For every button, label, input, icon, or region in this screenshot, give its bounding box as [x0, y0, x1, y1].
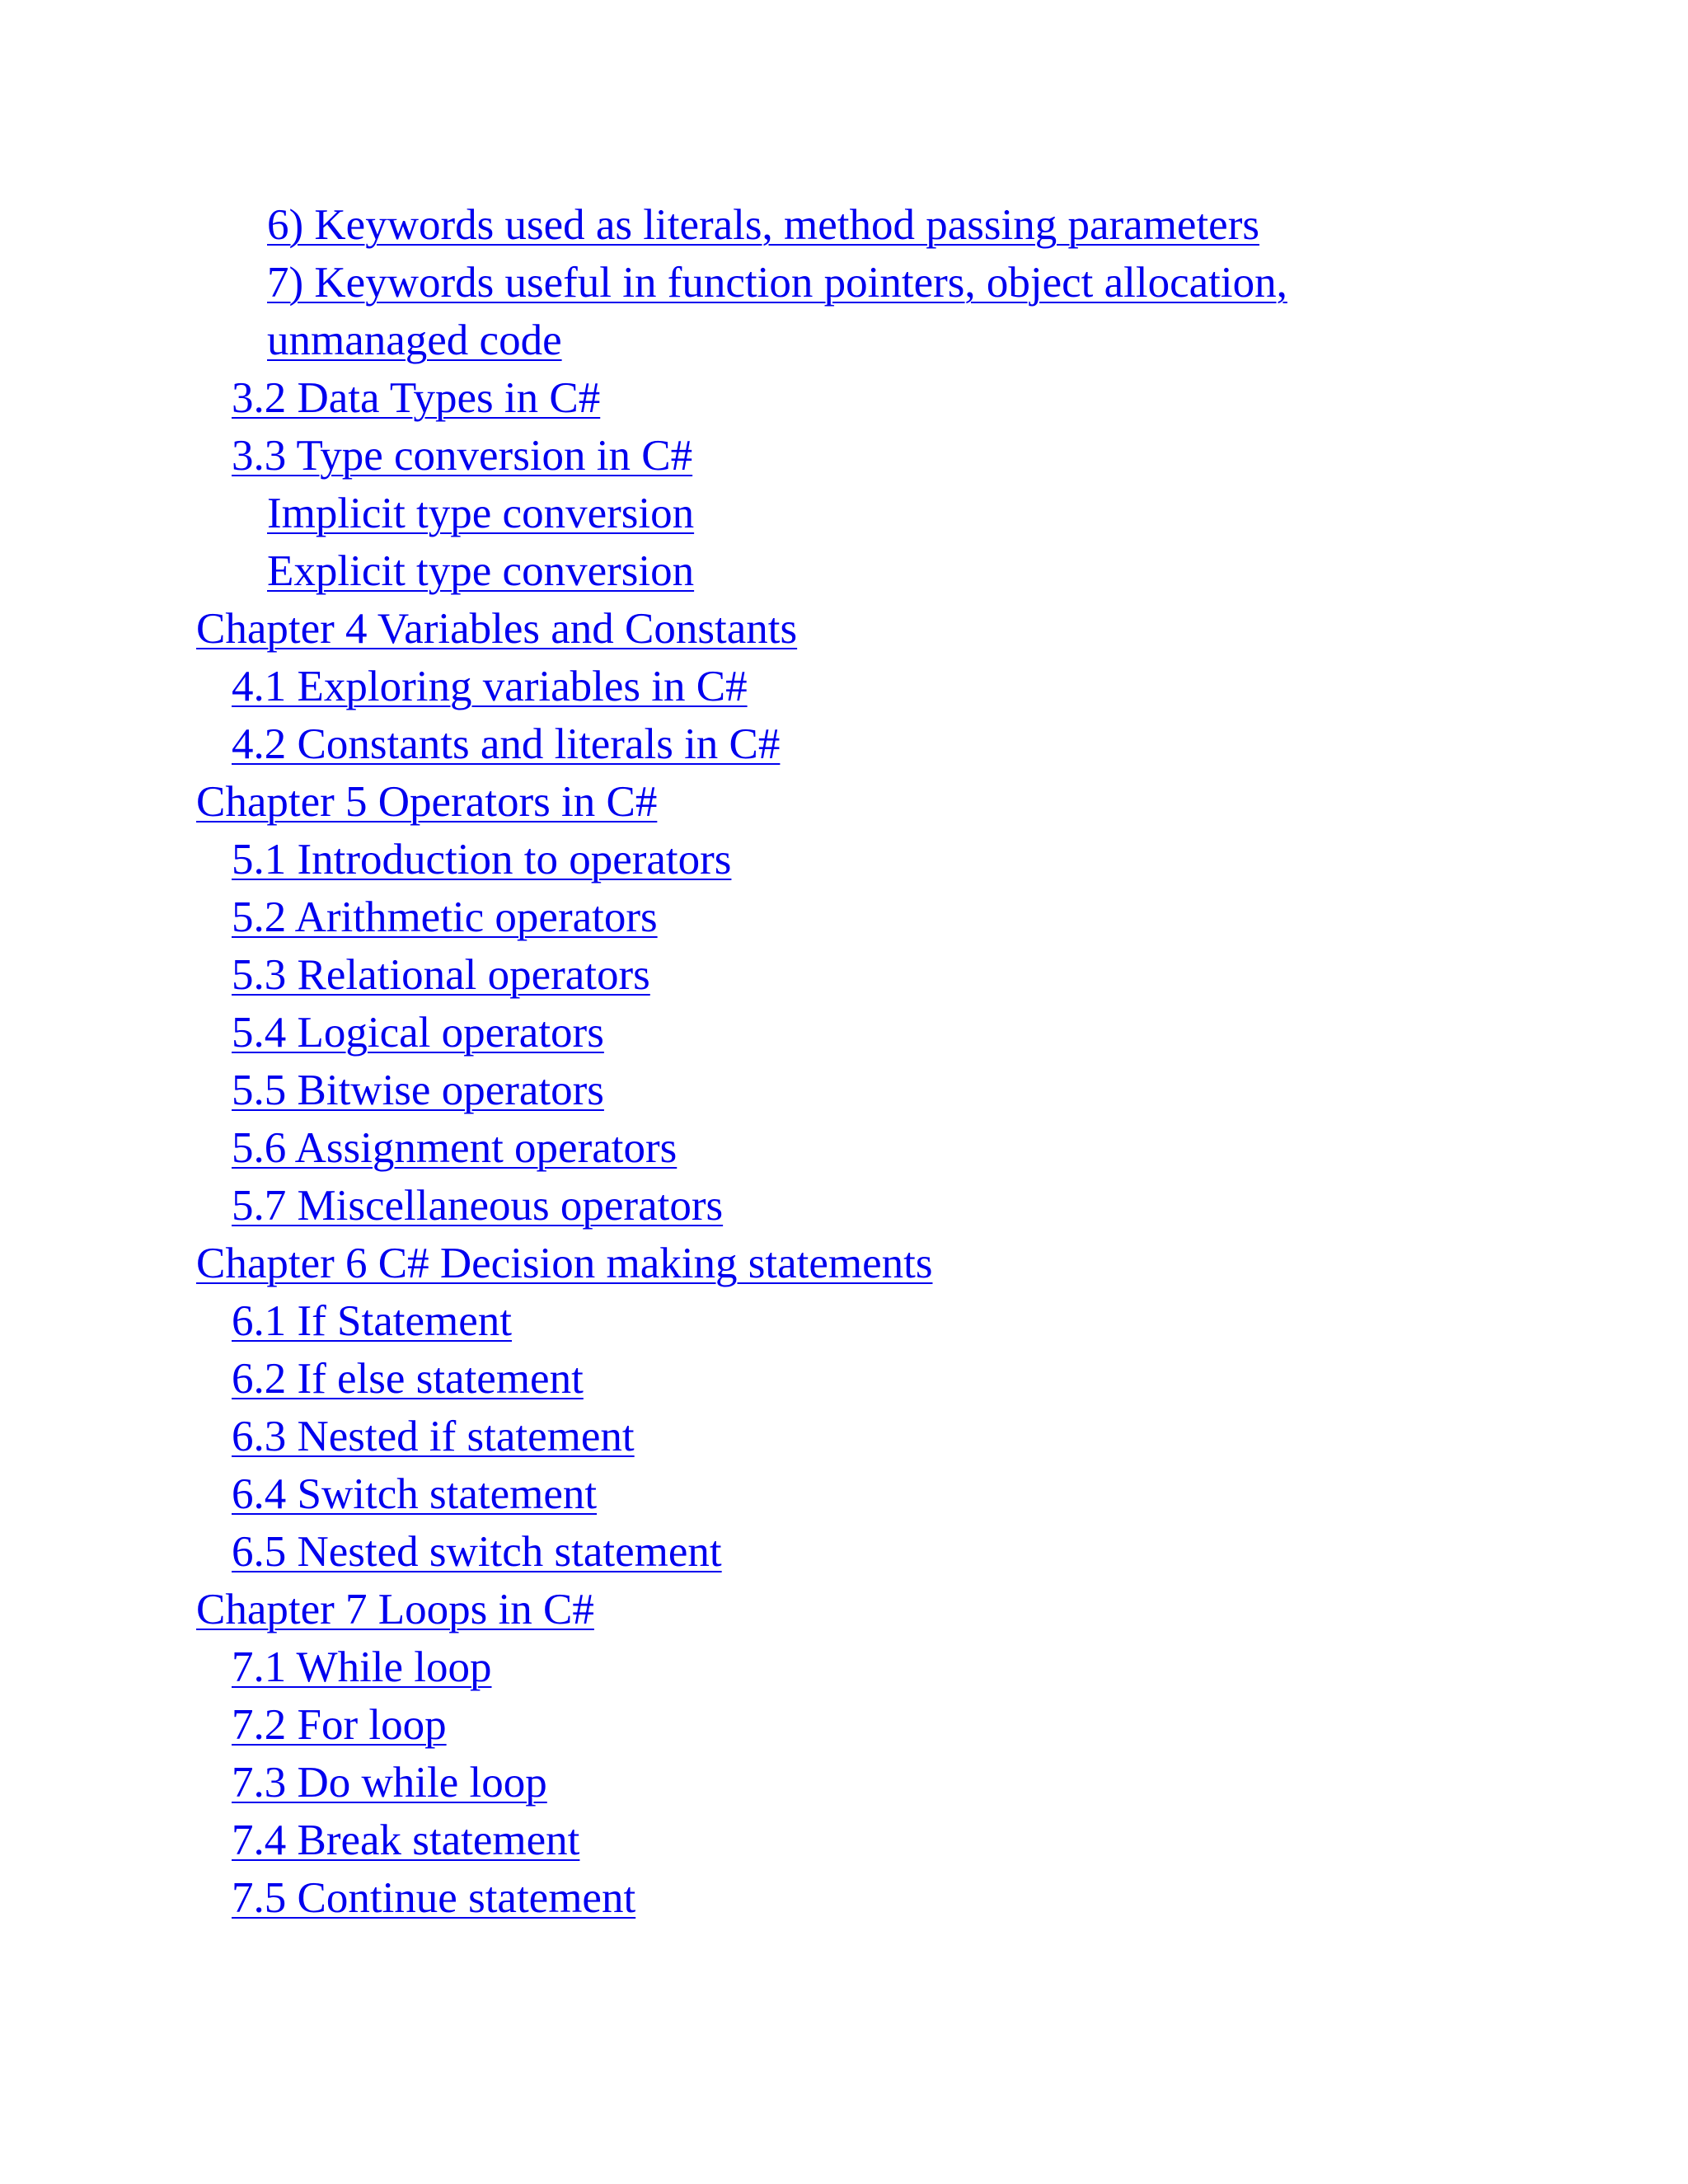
- toc-item: [0, 1119, 1688, 1177]
- toc-item: [0, 1523, 1688, 1581]
- table-of-contents: [0, 196, 1688, 1927]
- toc-section-link[interactable]: 5.2 Arithmetic operators: [232, 893, 658, 941]
- toc-item: [0, 1869, 1688, 1927]
- toc-item: [0, 1177, 1688, 1235]
- toc-chapter-item: [0, 600, 1688, 658]
- toc-item: [0, 369, 1688, 427]
- toc-item: [0, 946, 1688, 1004]
- toc-chapter-link[interactable]: Chapter 6 C# Decision making statements: [196, 1240, 933, 1287]
- toc-item: [0, 312, 1688, 369]
- toc-item: [0, 1696, 1688, 1754]
- toc-chapter-link[interactable]: Chapter 7 Loops in C#: [196, 1586, 594, 1633]
- toc-item: [0, 1811, 1688, 1869]
- toc-chapter-link[interactable]: Chapter 5 Operators in C#: [196, 778, 658, 826]
- toc-chapter-item: [0, 1581, 1688, 1638]
- toc-chapter-item: [0, 1235, 1688, 1292]
- toc-section-link[interactable]: 7.2 For loop: [232, 1701, 447, 1749]
- toc-section-link[interactable]: Explicit type conversion: [267, 547, 695, 595]
- toc-item: [0, 888, 1688, 946]
- toc-section-link[interactable]: 6.2 If else statement: [232, 1355, 584, 1403]
- toc-item: [0, 831, 1688, 888]
- toc-section-link[interactable]: 6.4 Switch statement: [232, 1470, 598, 1518]
- toc-chapter-link[interactable]: Chapter 4 Variables and Constants: [196, 605, 798, 653]
- toc-section-link[interactable]: 3.2 Data Types in C#: [232, 374, 601, 422]
- toc-section-link[interactable]: unmanaged code: [267, 316, 562, 364]
- toc-item: [0, 1638, 1688, 1696]
- toc-chapter-item: [0, 773, 1688, 831]
- toc-section-link[interactable]: 5.3 Relational operators: [232, 951, 650, 999]
- toc-item: [0, 196, 1688, 254]
- toc-item: [0, 1465, 1688, 1523]
- toc-section-link[interactable]: 6.1 If Statement: [232, 1297, 512, 1345]
- toc-item: [0, 658, 1688, 715]
- toc-item: [0, 427, 1688, 485]
- toc-item: [0, 1004, 1688, 1062]
- toc-section-link[interactable]: 7.3 Do while loop: [232, 1759, 547, 1807]
- toc-section-link[interactable]: 6.5 Nested switch statement: [232, 1528, 722, 1576]
- toc-item: [0, 1408, 1688, 1465]
- toc-section-link[interactable]: 6) Keywords used as literals, method passing parameters: [267, 201, 1259, 249]
- toc-section-link[interactable]: Implicit type conversion: [267, 490, 695, 537]
- toc-section-link[interactable]: 5.5 Bitwise operators: [232, 1066, 604, 1114]
- toc-section-link[interactable]: 7.4 Break statement: [232, 1816, 580, 1864]
- toc-item: [0, 1754, 1688, 1811]
- toc-section-link[interactable]: 6.3 Nested if statement: [232, 1413, 635, 1460]
- toc-section-link[interactable]: 4.2 Constants and literals in C#: [232, 720, 781, 768]
- toc-section-link[interactable]: 7.5 Continue statement: [232, 1874, 636, 1922]
- toc-item: [0, 1350, 1688, 1408]
- toc-item: [0, 715, 1688, 773]
- toc-section-link[interactable]: 5.1 Introduction to operators: [232, 836, 732, 883]
- toc-section-link[interactable]: 5.6 Assignment operators: [232, 1124, 678, 1172]
- toc-section-link[interactable]: 4.1 Exploring variables in C#: [232, 663, 748, 710]
- toc-section-link[interactable]: 5.7 Miscellaneous operators: [232, 1182, 724, 1230]
- toc-section-link[interactable]: 7.1 While loop: [232, 1643, 492, 1691]
- toc-item: [0, 254, 1688, 312]
- toc-item: [0, 542, 1688, 600]
- toc-section-link[interactable]: 7) Keywords useful in function pointers, object allocation,: [267, 259, 1287, 307]
- toc-item: [0, 485, 1688, 542]
- toc-item: [0, 1062, 1688, 1119]
- toc-section-link[interactable]: 5.4 Logical operators: [232, 1009, 604, 1057]
- toc-item: [0, 1292, 1688, 1350]
- toc-section-link[interactable]: 3.3 Type conversion in C#: [232, 432, 693, 480]
